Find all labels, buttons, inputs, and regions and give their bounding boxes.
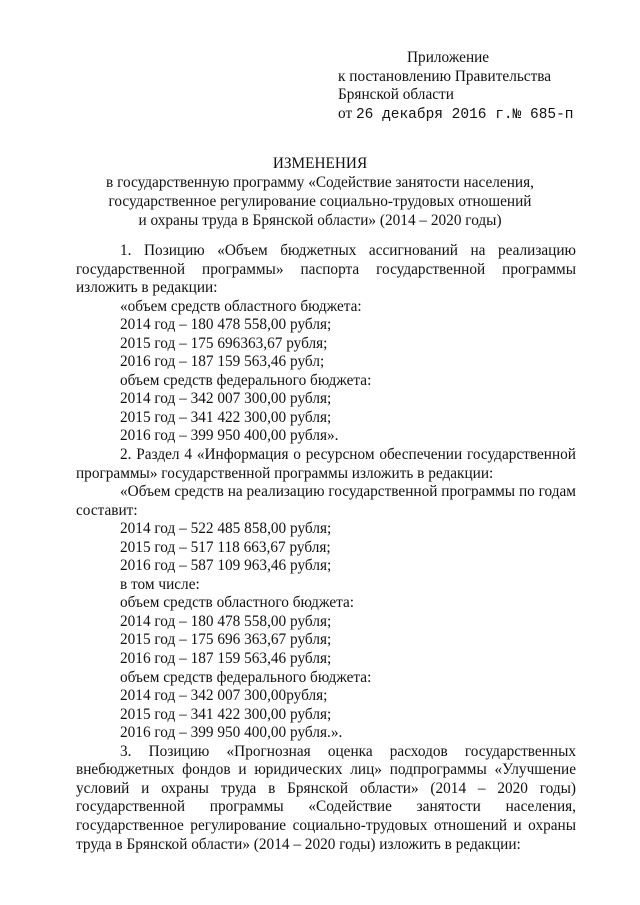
resolution-date-number: 26 декабря 2016 г.№ 685-п xyxy=(355,106,574,123)
budget-line: объем средств областного бюджета: xyxy=(120,594,355,612)
budget-line: 2016 год – 587 109 963,46 рубля; xyxy=(120,557,332,575)
budget-line: 2014 год – 180 478 558,00 рубля; xyxy=(120,612,332,630)
title-line-1: в государственную программу «Содействие занятости населения, xyxy=(106,174,534,191)
budget-line: 2014 год – 342 007 300,00 рубля; xyxy=(120,390,332,408)
title-heading: ИЗМЕНЕНИЯ xyxy=(272,155,368,172)
resolution-reference: к постановлению Правительства xyxy=(338,67,552,85)
budget-line: 2016 год – 399 950 400,00 рубля.». xyxy=(120,724,343,742)
appendix-label: Приложение xyxy=(407,49,490,66)
title-line-3: и охраны труда в Брянской области» (2014 – 2020 годы) xyxy=(138,212,502,229)
title-line-2: государственное регулирование социально-трудовых отношений xyxy=(108,193,532,210)
budget-line: в том числе: xyxy=(120,575,200,593)
document-body xyxy=(76,242,576,854)
budget-line: 2015 год – 341 422 300,00 рубля; xyxy=(120,408,332,426)
budget-line: 2016 год – 187 159 563,46 рубл; xyxy=(120,353,325,371)
budget-line: 2015 год – 175 696 363,67 рубля; xyxy=(120,631,332,649)
region-name: Брянской области xyxy=(338,86,454,103)
paragraph: 3. Позицию «Прогнозная оценка расходов государственных внебюджетных фондов и юридических лиц» подпрограммы «Улучшение условий и охраны труда в Брянской области» (2014 – 2020 годы) государственной программы «Содействие занятости населения, государственное регулирование социально-трудовых отношений и охраны труда в Брянской области» (2014 – 2020 годы) изложить в редакции: xyxy=(76,742,576,853)
resolution-date-line xyxy=(338,105,574,125)
budget-line: 2014 год – 180 478 558,00 рубля; xyxy=(120,316,332,334)
paragraph: «Объем средств на реализацию государственной программы по годам составит: xyxy=(76,483,576,519)
budget-line: объем средств федерального бюджета: xyxy=(120,668,372,686)
budget-line: 2016 год – 399 950 400,00 рубля». xyxy=(120,427,339,445)
budget-line: 2016 год – 187 159 563,46 рубля; xyxy=(120,650,332,668)
date-prefix: от xyxy=(338,104,353,122)
paragraph: 2. Раздел 4 «Информация о ресурсном обеспечении государственной программы» государственной программы изложить в редакции: xyxy=(76,446,576,482)
appendix-header xyxy=(338,49,574,124)
budget-line: 2014 год – 342 007 300,00рубля; xyxy=(120,687,328,705)
paragraph: 1. Позицию «Объем бюджетных ассигнований на реализацию государственной программы» паспорта государственной программы изложить в редакции: xyxy=(76,242,576,297)
budget-line: 2015 год – 175 696363,67 рубля; xyxy=(120,334,328,352)
budget-line: 2015 год – 341 422 300,00 рубля; xyxy=(120,705,332,723)
budget-line: объем средств федерального бюджета: xyxy=(120,371,372,389)
budget-line: «объем средств областного бюджета: xyxy=(120,297,362,315)
budget-line: 2014 год – 522 485 858,00 рубля; xyxy=(120,520,332,538)
budget-line: 2015 год – 517 118 663,67 рубля; xyxy=(120,538,331,556)
document-title xyxy=(0,154,640,230)
